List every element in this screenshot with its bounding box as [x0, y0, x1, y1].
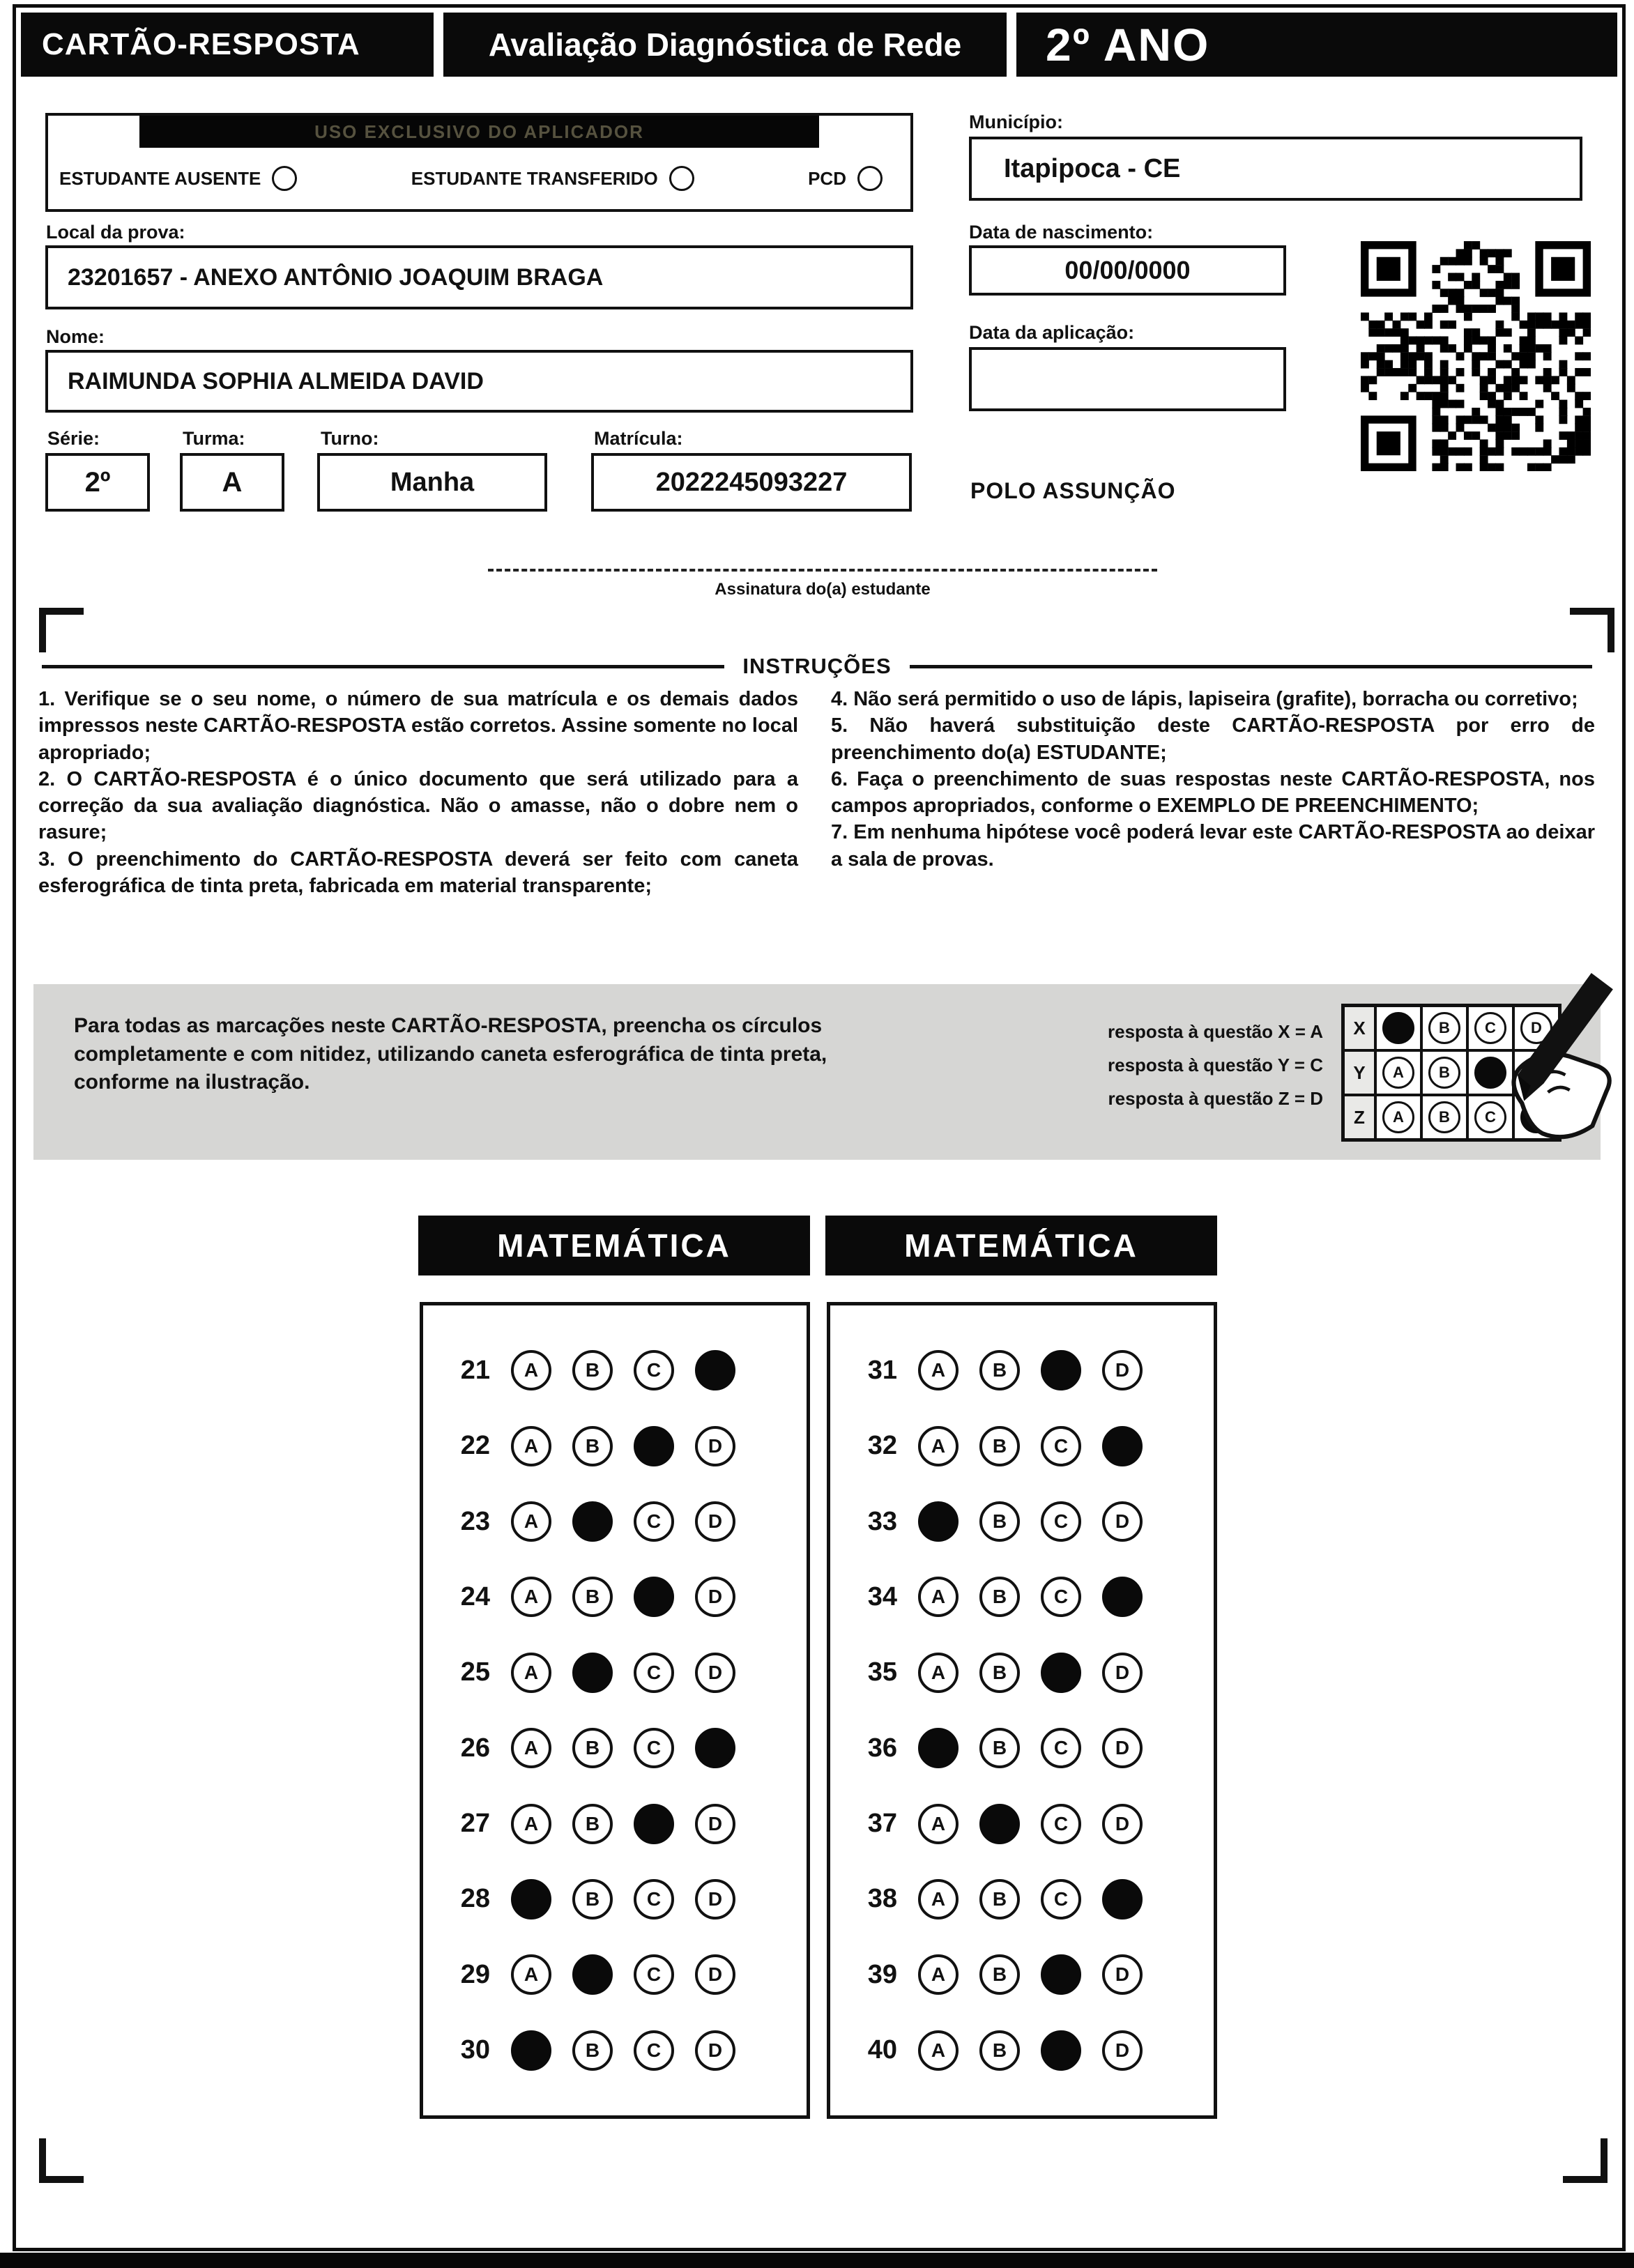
matricula-value-box: 2022245093227: [591, 453, 912, 512]
question-row: [447, 1954, 807, 1995]
answer-bubble-c[interactable]: [1041, 1653, 1081, 1693]
answer-bubble-a[interactable]: [918, 1728, 959, 1768]
example-bubble-c[interactable]: C: [1474, 1012, 1506, 1044]
applicator-option-circle[interactable]: [272, 166, 297, 191]
applicator-option-label: ESTUDANTE TRANSFERIDO: [411, 167, 658, 189]
example-bubble-b[interactable]: B: [1428, 1057, 1460, 1089]
answers-title-right: MATEMÁTICA: [825, 1216, 1217, 1275]
question-row: [447, 1728, 807, 1768]
example-bubble-b[interactable]: B: [1428, 1101, 1460, 1133]
question-row: [447, 1577, 807, 1617]
polo-label: POLO ASSUNÇÃO: [970, 478, 1176, 503]
answer-bubble-b[interactable]: B: [572, 1879, 613, 1920]
answer-bubble-b[interactable]: B: [979, 1728, 1020, 1768]
registration-mark-top-right: [1570, 608, 1614, 652]
question-row: [447, 1501, 807, 1542]
answer-bubble-a[interactable]: A: [918, 1879, 959, 1920]
grade-badge: 2º ANO: [1016, 13, 1617, 77]
question-number: 23: [460, 1506, 490, 1536]
serie-value-box: 2º: [45, 453, 150, 512]
question-number: 40: [867, 2035, 897, 2065]
question-number: 35: [867, 1657, 897, 1687]
answer-bubble-a[interactable]: [918, 1501, 959, 1542]
question-row: [854, 1804, 1214, 1844]
instructions-column-left: [38, 686, 798, 899]
answer-bubble-d[interactable]: D: [1102, 1653, 1143, 1693]
instruction-item: 5. Não haverá substituição deste CARTÃO-RESPOSTA por erro de preenchimento do(a) ESTUDANTE;: [831, 714, 1595, 764]
example-caption: resposta à questão X = A: [1108, 1021, 1323, 1042]
example-row-label: Z: [1343, 1095, 1375, 1140]
answer-bubble-b[interactable]: B: [572, 1426, 613, 1466]
answer-bubble-d[interactable]: D: [1102, 1350, 1143, 1390]
answer-bubble-a[interactable]: A: [511, 1426, 551, 1466]
answer-bubble-c[interactable]: [1041, 1954, 1081, 1995]
question-row: [854, 1653, 1214, 1693]
nome-label: Nome:: [46, 326, 105, 347]
applicator-options: [48, 148, 910, 209]
instruction-item: 3. O preenchimento do CARTÃO-RESPOSTA deverá ser feito com caneta esferográfica de tinta preta, fabricada em material transparente;: [38, 848, 798, 897]
answer-bubble-c[interactable]: [1041, 2030, 1081, 2071]
turno-label: Turno:: [321, 428, 379, 449]
answer-bubble-b[interactable]: B: [979, 2030, 1020, 2071]
answer-bubble-d[interactable]: [1102, 1879, 1143, 1920]
instructions-header: [42, 654, 1592, 679]
question-number: 25: [460, 1657, 490, 1687]
answer-bubble-a[interactable]: A: [511, 1501, 551, 1542]
rule-left: [42, 665, 724, 668]
answer-bubble-a[interactable]: [511, 1879, 551, 1920]
answer-bubble-d[interactable]: D: [695, 1954, 735, 1995]
turno-value-box: Manha: [317, 453, 547, 512]
answers-block-left: [420, 1302, 810, 2119]
answer-bubble-d[interactable]: D: [695, 1653, 735, 1693]
answer-bubble-c[interactable]: [634, 1426, 674, 1466]
example-cell: [1421, 1095, 1467, 1140]
municipio-label: Município:: [969, 112, 1063, 132]
applicator-option: [808, 166, 883, 191]
answer-bubble-b[interactable]: B: [979, 1577, 1020, 1617]
applicator-section: [45, 113, 913, 212]
signature-line[interactable]: [488, 569, 1157, 572]
answer-bubble-b[interactable]: B: [572, 1577, 613, 1617]
answer-bubble-a[interactable]: A: [918, 1954, 959, 1995]
answer-bubble-c[interactable]: C: [1041, 1879, 1081, 1920]
question-number: 21: [460, 1355, 490, 1385]
answer-bubble-b[interactable]: B: [572, 2030, 613, 2071]
question-row: [447, 1350, 807, 1390]
example-bubble-c[interactable]: C: [1474, 1101, 1506, 1133]
example-bubble-a[interactable]: A: [1382, 1057, 1414, 1089]
question-number: 27: [460, 1809, 490, 1839]
applicator-bar-label: USO EXCLUSIVO DO APLICADOR: [139, 116, 819, 148]
example-cell: [1375, 1050, 1421, 1095]
question-row: [854, 1879, 1214, 1920]
applicator-option-label: ESTUDANTE AUSENTE: [59, 167, 261, 189]
matricula-label: Matrícula:: [594, 428, 683, 449]
answer-bubble-d[interactable]: D: [695, 1804, 735, 1844]
question-number: 32: [867, 1431, 897, 1461]
instructions-column-right: [831, 686, 1595, 873]
answer-bubble-a[interactable]: A: [511, 1804, 551, 1844]
aplicacao-label: Data da aplicação:: [969, 322, 1135, 343]
answer-bubble-b[interactable]: [572, 1501, 613, 1542]
question-number: 37: [867, 1809, 897, 1839]
answer-bubble-c[interactable]: C: [634, 1728, 674, 1768]
pen-hand-illustration: [1490, 973, 1623, 1168]
answer-bubble-c[interactable]: C: [634, 1954, 674, 1995]
answer-bubble-b[interactable]: B: [979, 1501, 1020, 1542]
answer-bubble-c[interactable]: C: [634, 2030, 674, 2071]
instructions-title: INSTRUÇÕES: [742, 654, 892, 678]
answer-bubble-c[interactable]: C: [1041, 1577, 1081, 1617]
answer-bubble-b[interactable]: B: [979, 1426, 1020, 1466]
answer-bubble-b[interactable]: B: [979, 1879, 1020, 1920]
question-number: 36: [867, 1733, 897, 1763]
answer-bubble-c[interactable]: C: [1041, 1804, 1081, 1844]
answer-bubble-d[interactable]: D: [695, 1879, 735, 1920]
example-bubble-b[interactable]: B: [1428, 1012, 1460, 1044]
example-caption: resposta à questão Z = D: [1108, 1088, 1323, 1110]
form-title: CARTÃO-RESPOSTA: [21, 13, 434, 77]
applicator-option: [59, 166, 297, 191]
serie-label: Série:: [47, 428, 100, 449]
question-row: [854, 1350, 1214, 1390]
question-number: 30: [460, 2035, 490, 2065]
example-bubble-a[interactable]: A: [1382, 1101, 1414, 1133]
applicator-option-circle[interactable]: [669, 166, 694, 191]
question-row: [447, 2030, 807, 2071]
example-cell: [1375, 1095, 1421, 1140]
question-row: [854, 1577, 1214, 1617]
question-number: 34: [867, 1581, 897, 1611]
qr-code: [1361, 241, 1591, 471]
answer-bubble-d[interactable]: D: [695, 1426, 735, 1466]
rule-right: [910, 665, 1592, 668]
answer-bubble-a[interactable]: A: [511, 1653, 551, 1693]
answer-bubble-d[interactable]: D: [1102, 1954, 1143, 1995]
instruction-item: 1. Verifique se o seu nome, o número de sua matrícula e os demais dados impressos neste CARTÃO-RESPOSTA estão corretos. Assine somente no local apropriado;: [38, 688, 798, 764]
answer-bubble-c[interactable]: [634, 1804, 674, 1844]
applicator-option-label: PCD: [808, 167, 846, 189]
example-caption: resposta à questão Y = C: [1107, 1055, 1323, 1076]
nascimento-label: Data de nascimento:: [969, 222, 1154, 243]
municipio-value-box: Itapipoca - CE: [969, 137, 1582, 201]
instruction-item: 2. O CARTÃO-RESPOSTA é o único documento que será utilizado para a correção da sua avaliação diagnóstica. Não o amasse, não o dobre nem o rasure;: [38, 767, 798, 844]
answer-bubble-d[interactable]: D: [1102, 2030, 1143, 2071]
answer-bubble-b[interactable]: B: [572, 1728, 613, 1768]
turma-value-box: A: [180, 453, 284, 512]
answer-bubble-a[interactable]: A: [511, 1954, 551, 1995]
answer-bubble-d[interactable]: [1102, 1426, 1143, 1466]
question-number: 31: [867, 1355, 897, 1385]
instruction-item: 6. Faça o preenchimento de suas respostas neste CARTÃO-RESPOSTA, nos campos apropriados, conforme o EXEMPLO DE PREENCHIMENTO;: [831, 767, 1595, 818]
answer-bubble-d[interactable]: D: [1102, 1728, 1143, 1768]
question-row: [854, 1501, 1214, 1542]
answer-bubble-c[interactable]: C: [1041, 1728, 1081, 1768]
answer-bubble-d[interactable]: [695, 1728, 735, 1768]
registration-mark-top-left: [39, 608, 84, 652]
question-number: 28: [460, 1884, 490, 1914]
answer-bubble-d[interactable]: D: [1102, 1804, 1143, 1844]
example-cell: [1375, 1006, 1421, 1050]
question-row: [854, 1426, 1214, 1466]
answer-bubble-c[interactable]: C: [634, 1350, 674, 1390]
question-number: 22: [460, 1431, 490, 1461]
answer-bubble-b[interactable]: B: [979, 1653, 1020, 1693]
answer-bubble-c[interactable]: C: [634, 1653, 674, 1693]
applicator-option: [411, 166, 694, 191]
answers-block-right: [827, 1302, 1217, 2119]
answer-bubble-a[interactable]: A: [511, 1350, 551, 1390]
local-label: Local da prova:: [46, 222, 185, 243]
answer-bubble-d[interactable]: [1102, 1577, 1143, 1617]
question-number: 33: [867, 1506, 897, 1536]
question-row: [854, 1728, 1214, 1768]
registration-mark-bottom-left: [39, 2138, 84, 2183]
question-number: 39: [867, 1959, 897, 1989]
answer-bubble-d[interactable]: D: [695, 1501, 735, 1542]
question-row: [447, 1653, 807, 1693]
answer-bubble-c[interactable]: C: [1041, 1426, 1081, 1466]
question-number: 29: [460, 1959, 490, 1989]
answer-bubble-c[interactable]: C: [634, 1501, 674, 1542]
turma-label: Turma:: [183, 428, 245, 449]
instruction-item: 7. Em nenhuma hipótese você poderá levar este CARTÃO-RESPOSTA ao deixar a sala de provas.: [831, 821, 1595, 871]
answer-bubble-a[interactable]: [511, 2030, 551, 2071]
answer-bubble-d[interactable]: [695, 1350, 735, 1390]
answer-bubble-a[interactable]: A: [918, 1804, 959, 1844]
answer-bubble-a[interactable]: A: [511, 1728, 551, 1768]
example-bubble-a[interactable]: [1382, 1012, 1414, 1044]
answer-bubble-a[interactable]: A: [918, 1426, 959, 1466]
answer-bubble-b[interactable]: [572, 1653, 613, 1693]
question-row: [447, 1426, 807, 1466]
example-row-label: X: [1343, 1006, 1375, 1050]
instruction-item: 4. Não será permitido o uso de lápis, lapiseira (grafite), borracha ou corretivo;: [831, 688, 1578, 710]
example-cell: [1421, 1050, 1467, 1095]
question-number: 26: [460, 1733, 490, 1763]
answer-bubble-d[interactable]: D: [695, 1577, 735, 1617]
answer-bubble-b[interactable]: B: [979, 1350, 1020, 1390]
bottom-edge-bar: [0, 2253, 1634, 2268]
answer-bubble-c[interactable]: C: [634, 1879, 674, 1920]
answer-bubble-c[interactable]: C: [1041, 1501, 1081, 1542]
question-number: 24: [460, 1581, 490, 1611]
question-number: 38: [867, 1884, 897, 1914]
question-row: [854, 1954, 1214, 1995]
answer-bubble-b[interactable]: B: [979, 1954, 1020, 1995]
answer-bubble-b[interactable]: B: [572, 1804, 613, 1844]
fill-example-section: [33, 984, 1601, 1160]
example-row-label: Y: [1343, 1050, 1375, 1095]
example-cell: [1421, 1006, 1467, 1050]
question-row: [854, 2030, 1214, 2071]
answer-bubble-c[interactable]: [634, 1577, 674, 1617]
registration-mark-bottom-right: [1563, 2138, 1608, 2183]
answer-bubble-a[interactable]: A: [918, 2030, 959, 2071]
answers-title-left: MATEMÁTICA: [418, 1216, 810, 1275]
answer-bubble-a[interactable]: A: [918, 1577, 959, 1617]
form-subtitle: Avaliação Diagnóstica de Rede: [443, 13, 1007, 77]
answer-bubble-c[interactable]: [1041, 1350, 1081, 1390]
question-row: [447, 1879, 807, 1920]
answer-bubble-a[interactable]: A: [511, 1577, 551, 1617]
aplicacao-value-box: [969, 347, 1286, 411]
fill-example-text: Para todas as marcações neste CARTÃO-RESPOSTA, preencha os círculos completamente e com nitidez, utilizando caneta esferográfica de tinta preta, conforme na ilustração.: [74, 1014, 827, 1094]
answer-bubble-b[interactable]: [979, 1804, 1020, 1844]
answer-bubble-a[interactable]: A: [918, 1350, 959, 1390]
applicator-option-circle[interactable]: [857, 166, 883, 191]
nascimento-value-box: 00/00/0000: [969, 245, 1286, 296]
answer-bubble-d[interactable]: D: [1102, 1501, 1143, 1542]
answer-bubble-b[interactable]: [572, 1954, 613, 1995]
signature-label: Assinatura do(a) estudante: [715, 580, 931, 599]
question-row: [447, 1804, 807, 1844]
example-bubble-d[interactable]: D: [1520, 1012, 1552, 1044]
nome-value-box: RAIMUNDA SOPHIA ALMEIDA DAVID: [45, 350, 913, 413]
answer-bubble-b[interactable]: B: [572, 1350, 613, 1390]
fill-example-captions: [995, 1015, 1323, 1115]
answer-bubble-d[interactable]: D: [695, 2030, 735, 2071]
answer-bubble-a[interactable]: A: [918, 1653, 959, 1693]
local-value-box: 23201657 - ANEXO ANTÔNIO JOAQUIM BRAGA: [45, 245, 913, 309]
